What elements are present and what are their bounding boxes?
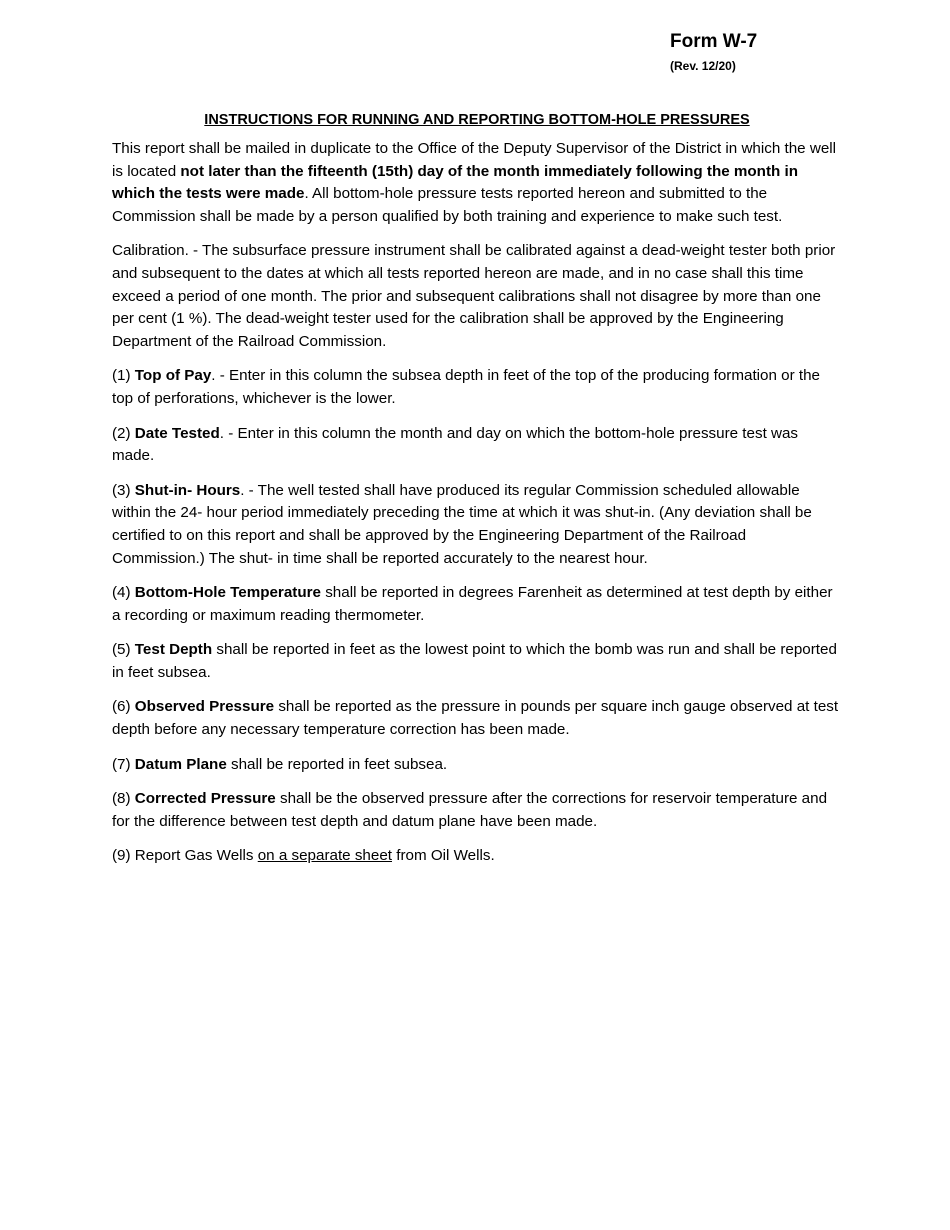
intro-paragraph	[112, 138, 842, 228]
intro-deadline: not later than the fifteenth (15th) day of the month immediately following the month in which the tests were made	[112, 162, 799, 203]
item-term: Date Tested	[134, 424, 220, 442]
intro-text: This report shall be mailed in duplicate to the Office of the Deputy Supervisor of the District in which the well is located	[112, 140, 837, 180]
item-number: (5)	[112, 641, 135, 659]
form-header	[670, 30, 757, 75]
document-body	[112, 110, 842, 880]
instruction-item-7	[112, 754, 842, 777]
item-number: (7)	[112, 755, 135, 773]
item-number: (8)	[112, 790, 135, 808]
item-term: Test Depth	[134, 641, 213, 659]
instruction-item-2	[112, 423, 842, 468]
instruction-item-8	[112, 788, 842, 833]
instruction-item-1	[112, 365, 842, 410]
item-text: shall be reported in feet subsea.	[226, 755, 448, 773]
separate-sheet-emphasis: on a separate sheet	[257, 847, 392, 865]
instruction-item-4	[112, 582, 842, 627]
form-title: Form W-7	[670, 31, 758, 52]
item-number: (2)	[112, 424, 135, 442]
item-number: (4)	[112, 584, 135, 602]
item-term: Top of Pay	[134, 367, 212, 385]
instruction-item-3	[112, 480, 842, 570]
item-term: Corrected Pressure	[134, 790, 276, 808]
instruction-item-5	[112, 639, 842, 684]
item-text: . - Enter in this column the month and day on which the bottom-hole pressure test was made.	[112, 424, 799, 465]
instruction-item-6	[112, 696, 842, 741]
intro-text-continued: . All bottom-hole pressure tests reported hereon and submitted to the Commission shall be made by a person qualified by both training and experience to make such test.	[112, 185, 783, 225]
calibration-paragraph: Calibration. - The subsurface pressure instrument shall be calibrated against a dead-weight tester both prior and subsequent to the dates at which all tests reported hereon are made, and in no case shall this time exceed a period of one month. The prior and subsequent calibrations shall not disagree by more than one per cent (1 %). The dead-weight tester used for the calibration shall be approved by the Engineering Department of the Railroad Commission.	[112, 242, 836, 350]
item-term: Datum Plane	[134, 755, 227, 773]
item-text: shall be reported in degrees Farenheit as determined at test depth by either a recording or maximum reading thermometer.	[112, 584, 833, 624]
item-text: . - Enter in this column the subsea depth in feet of the top of the producing formation or the top of perforations, whichever is the lower.	[112, 367, 821, 407]
item-text: shall be reported in feet as the lowest point to which the bomb was run and shall be reported in feet subsea.	[112, 641, 837, 681]
document-heading: INSTRUCTIONS FOR RUNNING AND REPORTING BOTTOM-HOLE PRESSURES	[204, 112, 750, 128]
item-term: Shut-in- Hours	[134, 481, 241, 499]
item-number: (6)	[112, 698, 135, 716]
item-text-continued: from Oil Wells.	[392, 847, 495, 865]
item-number: (3)	[112, 481, 135, 499]
instruction-item-9	[112, 845, 842, 868]
item-text: shall be the observed pressure after the corrections for reservoir temperature and for the difference between test depth and datum plane have been made.	[112, 790, 828, 830]
item-text: . - The well tested shall have produced its regular Commission scheduled allowable within the 24- hour period immediately preceding the time at which it was shut-in. (Any deviation shall be certified to on this report and shall be approved by the Engineering Department of the Railroad Commission.) The shut- in time shall be reported accurately to the nearest hour.	[112, 481, 812, 567]
item-text: shall be reported as the pressure in pounds per square inch gauge observed at test depth before any necessary temperature correction has been made.	[112, 698, 839, 739]
form-revision: (Rev. 12/20)	[670, 59, 736, 73]
item-term: Observed Pressure	[134, 698, 275, 716]
item-term: Bottom-Hole Temperature	[134, 584, 321, 602]
item-text: (9) Report Gas Wells	[112, 847, 258, 865]
item-number: (1)	[112, 367, 135, 385]
